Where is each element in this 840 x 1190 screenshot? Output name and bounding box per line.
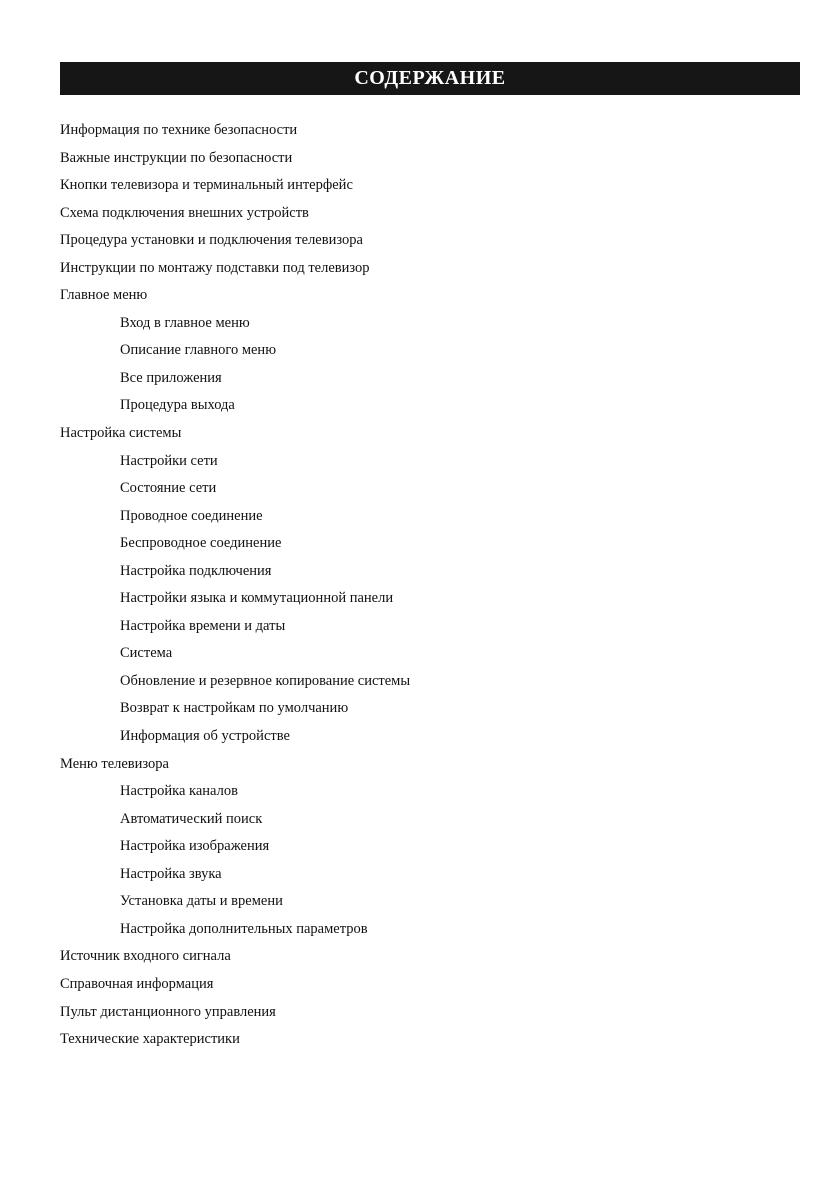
toc-section-item[interactable]: Настройка системы: [60, 425, 182, 442]
toc-subsection-item[interactable]: Состояние сети: [120, 480, 217, 497]
toc-section-item[interactable]: Источник входного сигнала: [60, 948, 231, 965]
toc-subsection-item[interactable]: Автоматический поиск: [120, 810, 263, 827]
toc-section-item[interactable]: Кнопки телевизора и терминальный интерфейс: [60, 177, 353, 194]
table-of-contents: [60, 117, 800, 1054]
toc-subsection-item[interactable]: Настройки языка и коммутационной панели: [120, 590, 394, 607]
toc-section-item[interactable]: Информация по технике безопасности: [60, 122, 298, 138]
toc-subsection-item[interactable]: Настройка дополнительных параметров: [120, 920, 368, 937]
toc-section-item[interactable]: Пульт дистанционного управления: [60, 1003, 276, 1020]
toc-subsection-item[interactable]: Настройка времени и даты: [120, 617, 286, 634]
toc-subsection-item[interactable]: Возврат к настройкам по умолчанию: [120, 700, 349, 717]
toc-section-item[interactable]: Процедура установки и подключения телевизора: [60, 232, 363, 249]
page-title: СОДЕРЖАНИЕ: [354, 67, 506, 89]
toc-section-item[interactable]: Схема подключения внешних устройств: [60, 204, 309, 221]
toc-section-item[interactable]: Главное меню: [60, 287, 148, 304]
toc-section-item[interactable]: Меню телевизора: [60, 755, 169, 772]
toc-subsection-item[interactable]: Описание главного меню: [120, 342, 277, 359]
toc-subsection-item[interactable]: Настройка каналов: [120, 783, 238, 800]
toc-subsection-item[interactable]: Установка даты и времени: [120, 893, 283, 910]
toc-section-item[interactable]: Технические характеристики: [60, 1031, 240, 1048]
toc-subsection-item[interactable]: Настройка подключения: [120, 562, 272, 579]
header-bar: [60, 62, 800, 95]
toc-section-item[interactable]: Инструкции по монтажу подставки под телевизор: [60, 259, 370, 276]
toc-subsection-item[interactable]: Все приложения: [120, 369, 222, 386]
toc-subsection-item[interactable]: Проводное соединение: [120, 507, 263, 524]
toc-subsection-item[interactable]: Информация об устройстве: [120, 728, 290, 745]
toc-subsection-item[interactable]: Настройка изображения: [120, 838, 270, 855]
toc-subsection-item[interactable]: Настройки сети: [120, 452, 218, 469]
toc-section-item[interactable]: Справочная информация: [60, 975, 214, 992]
toc-subsection-item[interactable]: Система: [120, 645, 173, 662]
toc-subsection-item[interactable]: Настройка звука: [120, 865, 222, 882]
toc-subsection-item[interactable]: Беспроводное соединение: [120, 535, 282, 552]
toc-subsection-item[interactable]: Вход в главное меню: [120, 314, 250, 331]
toc-subsection-item[interactable]: Обновление и резервное копирование системы: [120, 672, 411, 689]
toc-section-item[interactable]: Важные инструкции по безопасности: [60, 149, 293, 166]
toc-subsection-item[interactable]: Процедура выхода: [120, 397, 235, 414]
